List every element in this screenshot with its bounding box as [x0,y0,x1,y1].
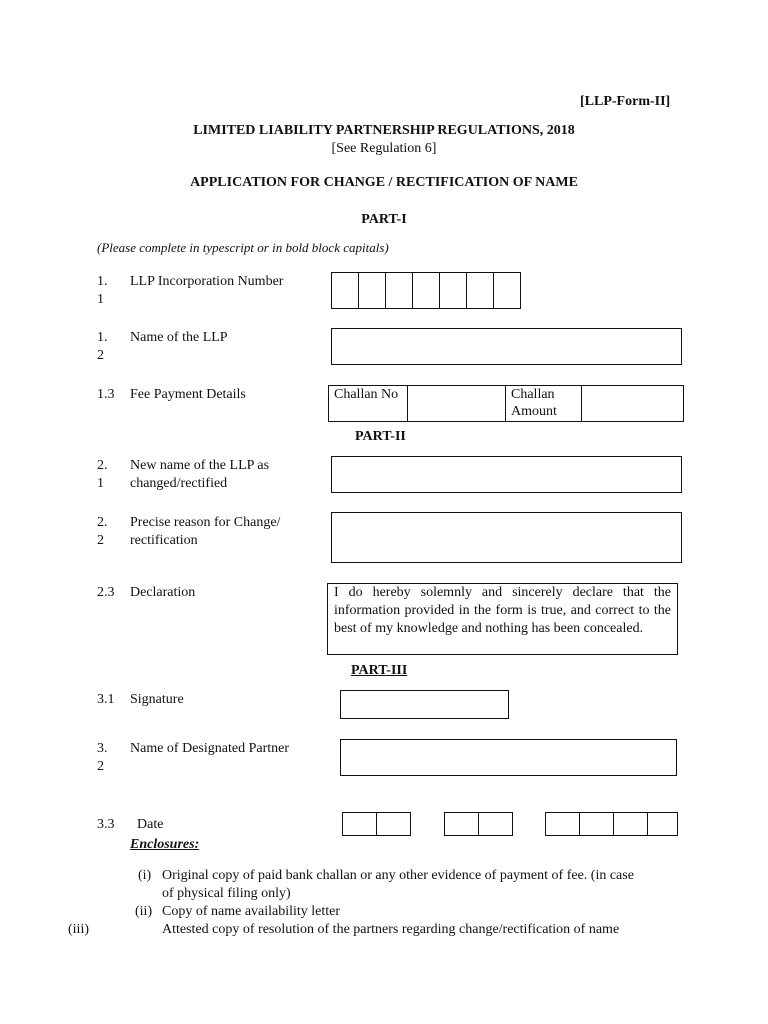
date-year-box[interactable] [647,812,678,836]
field-3-2-number-suffix: 2 [97,759,104,774]
new-name-label-line2: changed/rectified [130,476,228,491]
challan-amount-input[interactable] [581,385,684,422]
part1-heading: PART-I [361,212,407,227]
reason-input[interactable] [331,512,682,563]
enclosures-heading: Enclosures: [130,837,200,852]
field-1-1-number: 1. [97,274,108,289]
enclosure-1-number: (i) [138,868,152,883]
form-subtitle: APPLICATION FOR CHANGE / RECTIFICATION OF NAME [190,175,578,190]
digit-box[interactable] [358,272,386,309]
date-day-box[interactable] [376,812,411,836]
fill-instruction: (Please complete in typescript or in bold block capitals) [97,240,389,255]
new-name-input[interactable] [331,456,682,493]
field-3-2-number: 3. [97,741,108,756]
date-year-box[interactable] [613,812,648,836]
date-month-box[interactable] [478,812,513,836]
reason-label-line1: Precise reason for Change/ [130,515,281,530]
reason-label-line2: rectification [130,533,198,548]
signature-label: Signature [130,692,184,707]
field-1-2-number: 1. [97,330,108,345]
digit-box[interactable] [385,272,413,309]
fee-payment-details-label: Fee Payment Details [130,387,246,402]
declaration-label: Declaration [130,585,196,600]
challan-amount-label: Challan Amount [505,385,582,422]
designated-partner-input[interactable] [340,739,677,776]
enclosure-1-text-line2: of physical filing only) [162,886,291,901]
date-label: Date [137,817,164,832]
llp-name-label: Name of the LLP [130,330,228,345]
digit-box[interactable] [493,272,521,309]
enclosure-2-text: Copy of name availability letter [162,904,341,919]
date-month-box[interactable] [444,812,479,836]
field-2-3-number: 2.3 [97,585,115,600]
digit-box[interactable] [439,272,467,309]
designated-partner-label: Name of Designated Partner [130,741,289,756]
regulation-reference: [See Regulation 6] [331,141,437,156]
new-name-label-line1: New name of the LLP as [130,458,270,473]
field-3-1-number: 3.1 [97,692,115,707]
field-1-2-number-suffix: 2 [97,348,104,363]
declaration-text: I do hereby solemnly and sincerely declare that the information provided in the form is true, and correct to the best of my knowledge and nothing has been concealed. [327,583,678,655]
challan-no-input[interactable] [407,385,506,422]
digit-box[interactable] [466,272,494,309]
page-title: LIMITED LIABILITY PARTNERSHIP REGULATIONS, 2018 [193,123,575,138]
llp-incorporation-number-label: LLP Incorporation Number [130,274,284,289]
field-2-2-number: 2. [97,515,108,530]
date-day-box[interactable] [342,812,377,836]
field-1-3-number: 1.3 [97,387,115,402]
enclosure-1-text-line1: Original copy of paid bank challan or any other evidence of payment of fee. (in case [162,868,634,883]
field-2-2-number-suffix: 2 [97,533,104,548]
enclosure-3-text: Attested copy of resolution of the partners regarding change/rectification of name [162,922,620,937]
field-1-1-number-suffix: 1 [97,292,104,307]
part3-heading: PART-III [351,663,408,678]
field-3-3-number: 3.3 [97,817,115,832]
llp-name-input[interactable] [331,328,682,365]
enclosure-2-number: (ii) [135,904,153,919]
challan-no-label: Challan No [328,385,408,422]
field-2-1-number: 2. [97,458,108,473]
form-id: [LLP-Form-II] [580,94,671,109]
part2-heading: PART-II [355,429,406,444]
date-year-box[interactable] [545,812,580,836]
digit-box[interactable] [412,272,440,309]
fee-payment-table [328,385,684,422]
signature-input[interactable] [340,690,509,719]
date-year-box[interactable] [579,812,614,836]
enclosure-3-number: (iii) [68,922,89,937]
field-2-1-number-suffix: 1 [97,476,104,491]
digit-box[interactable] [331,272,359,309]
